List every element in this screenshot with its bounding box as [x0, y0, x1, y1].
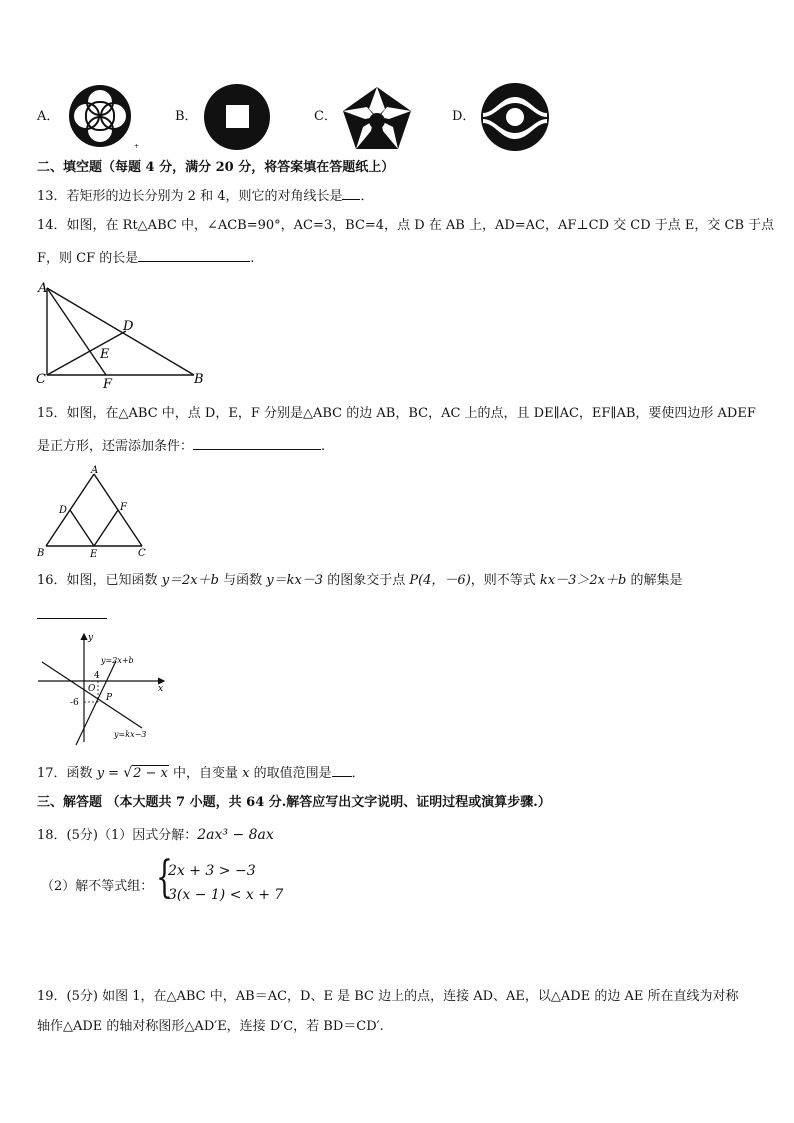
q18-line1-wrap	[37, 826, 274, 845]
option-a-figure	[66, 84, 138, 150]
q14-fig-label-d: D	[123, 319, 134, 334]
q13-end: ．	[360, 189, 374, 204]
q17-pre: 17．函数	[37, 766, 97, 781]
q18-ineq1: 2x + 3 > −3	[168, 863, 256, 879]
q16-text-c: 的图象交于点	[323, 573, 410, 588]
svg-text:+: +	[134, 143, 140, 150]
q14-end: .	[250, 251, 255, 266]
q16-fig-y-label: y	[88, 633, 94, 643]
q17-mid: 中，自变量	[168, 766, 243, 781]
q17	[37, 763, 365, 783]
q17-sqrt-sign: √	[123, 765, 133, 781]
option-a-label: A．	[37, 109, 60, 124]
q14-fig-label-c: C	[36, 372, 46, 387]
section3-title: 三、解答题 （本大题共 7 小题，共 64 分.解答应写出文字说明、证明过程或演算步骤.）	[37, 795, 551, 810]
q18-part2: （2）解不等式组：	[41, 879, 154, 894]
q15-line2: 是正方形，还需添加条件：	[37, 439, 194, 454]
q16-figure	[34, 628, 174, 746]
q15-fig-label-e: E	[90, 549, 98, 560]
q15-line1: 15．如图，在△ABC 中，点 D，E，F 分别是△ABC 的边 AB，BC，AC 上的点，且 DE∥AC，EF∥AB，要使四边形 ADEF	[37, 406, 756, 421]
q16-fig-origin-label: O	[88, 684, 96, 694]
q16-text-a: 16．如图，已知函数	[37, 573, 162, 588]
q14-fig-label-a: A	[38, 281, 48, 296]
option-c-figure	[341, 85, 413, 151]
q16-fig-neg6-label: -6	[70, 698, 79, 708]
option-d-figure	[479, 83, 551, 151]
q16-point: P(4，－6)	[409, 573, 471, 588]
q16-fig-line2-label: y=kx−3	[114, 730, 147, 739]
q13-answer-blank[interactable]	[342, 186, 360, 200]
q16-fig-line1-label: y=2x+b	[101, 656, 134, 665]
q18-line1: 18．(5分)（1）因式分解：	[37, 828, 198, 843]
q17-end: ．	[351, 766, 365, 781]
q19-line1: 19．(5分) 如图 1，在△ABC 中，AB＝AC，D、E 是 BC 边上的点，连接 AD、AE，以△ADE 的边 AE 所在直线为对称	[37, 989, 739, 1004]
q15-end: .	[321, 439, 326, 454]
q16-fig-x-label: x	[158, 684, 164, 694]
q16-func1: y＝2x＋b	[161, 573, 219, 588]
q16-text-b: 与函数	[218, 573, 267, 588]
q16-answer-blank-wrap	[37, 604, 107, 623]
q16-func2: y＝kx－3	[266, 573, 324, 588]
option-b-figure	[202, 84, 272, 150]
q18-brace: {	[156, 852, 173, 903]
q18-expression: 2ax³ − 8ax	[197, 827, 274, 843]
q16-fig-4-label: 4	[94, 671, 100, 681]
q16-fig-p-label: P	[106, 693, 113, 703]
q14-fig-label-b: B	[194, 372, 204, 387]
q15-fig-label-b: B	[37, 548, 45, 559]
option-d-label: D．	[452, 109, 476, 124]
q17-sqrt-content: 2 − x	[133, 766, 168, 781]
q18-ineq2: 3(x − 1) < x + 7	[168, 887, 284, 903]
q17-var: x	[242, 766, 250, 781]
q15-fig-label-a: A	[91, 465, 99, 476]
q14-line2-wrap	[37, 248, 254, 268]
q14-line1: 14．如图，在 Rt△ABC 中，∠ACB=90°，AC=3，BC=4，点 D 在 AB 上，AD=AC，AF⊥CD 交 CD 于点 E，交 CB 于点	[37, 218, 775, 233]
section2-title: 二、填空题（每题 4 分，满分 20 分，将答案填在答题纸上）	[37, 160, 395, 175]
q16-inequality: kx－3＞2x＋b	[539, 573, 627, 588]
q15-figure	[34, 462, 154, 560]
q17-post: 的取值范围是	[249, 766, 332, 781]
q15-fig-label-d: D	[59, 505, 68, 516]
q16-line1	[37, 572, 682, 590]
q14-fig-label-e: E	[100, 347, 110, 362]
q16-text-d: ，则不等式	[470, 573, 540, 588]
q15-fig-label-f: F	[120, 502, 127, 513]
q19-line2: 轴作△ADE 的轴对称图形△AD′E，连接 D′C，若 BD＝CD′.	[37, 1019, 384, 1034]
q17-answer-blank[interactable]	[332, 763, 352, 777]
q14-line2: F，则 CF 的长是	[37, 251, 139, 266]
q16-text-e: 的解集是	[626, 573, 683, 588]
q17-y-eq: y =	[96, 766, 120, 781]
q15-fig-label-c: C	[138, 548, 146, 559]
q13-text: 13．若矩形的边长分别为 2 和 4，则它的对角线长是	[37, 189, 343, 204]
q14-answer-blank[interactable]	[138, 248, 250, 262]
q15-line2-wrap	[37, 436, 325, 456]
q15-answer-blank[interactable]	[193, 436, 321, 450]
q13	[37, 186, 374, 206]
option-c-label: C．	[314, 109, 337, 124]
option-b-label: B．	[175, 109, 198, 124]
q16-answer-blank[interactable]	[37, 605, 107, 619]
q14-fig-label-f: F	[103, 377, 113, 392]
q14-figure	[34, 280, 214, 390]
